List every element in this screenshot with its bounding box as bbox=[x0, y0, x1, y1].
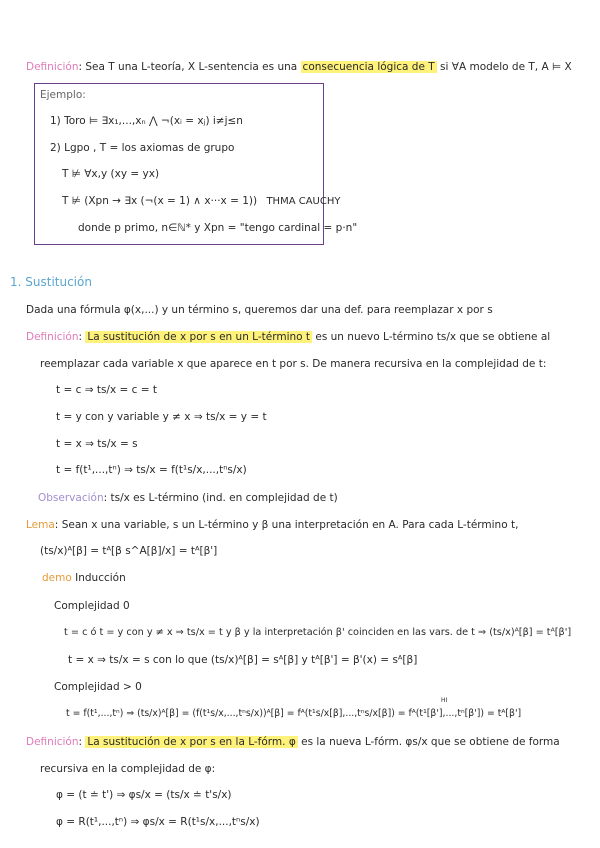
observation: Observación: ts/x es L-término (ind. en complejidad de t) bbox=[38, 492, 338, 504]
demo bbox=[42, 571, 126, 585]
formula-rule-1: φ = (t ≐ t') ⇒ φs/x = (ts/x ≐ t's/x) bbox=[56, 789, 232, 801]
rule-2: t = y con y variable y ≠ x ⇒ ts/x = y = t bbox=[56, 411, 267, 423]
example-line-4 bbox=[62, 194, 340, 209]
complexity-0: Complejidad 0 bbox=[54, 600, 130, 612]
example-line-2: 2) Lgpo , T = los axiomas de grupo bbox=[50, 142, 235, 154]
formula-rule-2: φ = R(t¹,...,tⁿ) ⇒ φs/x = R(t¹s/x,...,tⁿs/x) bbox=[56, 816, 260, 828]
lemma: Lema: Sean x una variable, s un L-término y β una interpretación en A. Para cada L-término t, bbox=[26, 519, 519, 531]
intro-text: Dada una fórmula φ(x,...) y un término s, queremos dar una def. para reemplazar x por s bbox=[26, 304, 493, 316]
lemma-label: Lema bbox=[26, 519, 55, 531]
observation-label: Observación bbox=[38, 492, 104, 504]
definition-label: Definición bbox=[26, 331, 79, 343]
example-formula: T ⊭ (Xpn → ∃x (¬(x = 1) ∧ x···x = 1)) bbox=[62, 195, 258, 207]
lemma-formula: (ts/x)ᴬ[β] = tᴬ[β s^A[β]/x] = tᴬ[β'] bbox=[40, 545, 218, 557]
rule-3: t = x ⇒ ts/x = s bbox=[56, 438, 138, 450]
complexity-0-line-2: t = x ⇒ ts/x = s con lo que (ts/x)ᴬ[β] = sᴬ[β] y tᴬ[β'] = β'(x) = sᴬ[β] bbox=[68, 654, 418, 666]
theorem-note: THMA CAUCHY bbox=[266, 196, 341, 207]
definition-3: Definición: La sustitución de x por s en la L-fórm. φ es la nueva L-fórm. φs/x que se obtiene de forma bbox=[26, 736, 560, 748]
example-line-1: 1) Toro ⊨ ∃x₁,...,xₙ ⋀ ¬(xᵢ = xⱼ) i≠j≤n bbox=[50, 115, 243, 127]
highlight-term: consecuencia lógica de T bbox=[302, 61, 435, 73]
example-title: Ejemplo: bbox=[40, 89, 86, 101]
section-title: 1. Sustitución bbox=[10, 275, 92, 289]
definition-text: es la nueva L-fórm. φs/x que se obtiene de forma bbox=[301, 736, 560, 748]
lemma-text: Sean x una variable, s un L-término y β una interpretación en A. Para cada L-término t, bbox=[61, 519, 519, 531]
definition-1: Definición: Sea T una L-teoría, X L-sentencia es una consecuencia lógica de T si ∀A modelo de T, A ⊨ X bbox=[26, 61, 572, 73]
example-line-3: T ⊭ ∀x,y (xy = yx) bbox=[62, 168, 160, 180]
rule-1: t = c ⇒ ts/x = c = t bbox=[56, 384, 158, 396]
definition-label: Definición bbox=[26, 736, 79, 748]
definition-text: es un nuevo L-término ts/x que se obtiene al bbox=[315, 331, 551, 343]
complexity-0-line-1: t = c ó t = y con y ≠ x ⇒ ts/x = t y β y la interpretación β' coinciden en las vars. de t ⇒ (ts/x)ᴬ[β] = tᴬ[β'] bbox=[64, 627, 572, 638]
demo-text: Inducción bbox=[75, 572, 126, 584]
definition-3-cont: recursiva en la complejidad de φ: bbox=[40, 763, 216, 775]
definition-2: Definición: La sustitución de x por s en un L-término t es un nuevo L-término ts/x que se obtiene al bbox=[26, 331, 551, 343]
complexity-1-line-1: t = f(t¹,...,tⁿ) ⇒ (ts/x)ᴬ[β] = (f(t¹s/x,...,tⁿs/x))ᴬ[β] = fᴬ(t¹s/x[β],...,tⁿs/x[β]) = fᴬ(t¹[β'],...,tⁿ[β']) = tᴬ[β'] bbox=[66, 708, 522, 719]
demo-label: demo bbox=[42, 572, 72, 584]
hi-marker: HI bbox=[441, 697, 448, 704]
complexity-1: Complejidad > 0 bbox=[54, 681, 142, 693]
rule-4: t = f(t¹,...,tⁿ) ⇒ ts/x = f(t¹s/x,...,tⁿs/x) bbox=[56, 464, 247, 476]
definition-label: Definición bbox=[26, 61, 79, 73]
highlight-term: La sustitución de x por s en la L-fórm. φ bbox=[87, 736, 296, 748]
definition-text-end: si ∀A modelo de T, A ⊨ X bbox=[440, 61, 572, 73]
observation-text: ts/x es L-término (ind. en complejidad de t) bbox=[110, 492, 338, 504]
example-line-5: donde p primo, n∈ℕ* y Xpn = "tengo cardinal = p·n" bbox=[78, 222, 358, 234]
highlight-term: La sustitución de x por s en un L-término t bbox=[87, 331, 311, 343]
definition-2-cont: reemplazar cada variable x que aparece en t por s. De manera recursiva en la complejidad de t: bbox=[40, 358, 547, 370]
definition-text: Sea T una L-teoría, X L-sentencia es una bbox=[85, 61, 298, 73]
